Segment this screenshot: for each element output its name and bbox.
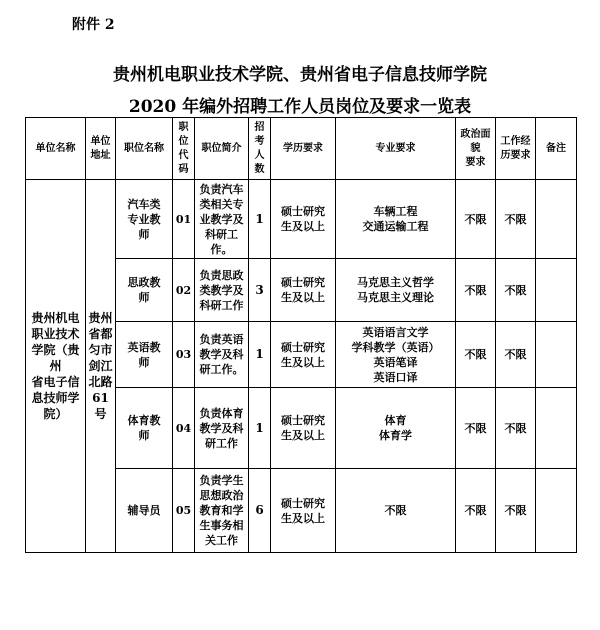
position-intro-cell: 负责英语 教学及科 研工作。 (195, 322, 249, 388)
major-cell: 马克思主义哲学 马克思主义理论 (336, 259, 456, 322)
positions-table (25, 117, 577, 553)
header-experience: 工作经 历要求 (496, 118, 536, 180)
experience-cell: 不限 (496, 388, 536, 469)
unit-address-cell: 贵州 省都 匀市 剑江 北路 61 号 (86, 180, 116, 553)
political-cell: 不限 (456, 322, 496, 388)
position-name-cell: 体育教 师 (116, 388, 173, 469)
position-code-cell: 01 (173, 180, 195, 259)
position-intro-cell: 负责汽车 类相关专 业教学及 科研工 作。 (195, 180, 249, 259)
position-code-cell: 02 (173, 259, 195, 322)
headcount-cell: 3 (249, 259, 271, 322)
major-cell: 英语语言文学 学科教学（英语） 英语笔译 英语口译 (336, 322, 456, 388)
headcount-cell: 1 (249, 322, 271, 388)
political-cell: 不限 (456, 259, 496, 322)
major-cell: 体育 体育学 (336, 388, 456, 469)
headcount-cell: 6 (249, 469, 271, 553)
experience-cell: 不限 (496, 322, 536, 388)
education-cell: 硕士研究 生及以上 (271, 388, 336, 469)
education-cell: 硕士研究 生及以上 (271, 180, 336, 259)
header-unit-address: 单位 地址 (86, 118, 116, 180)
position-intro-cell: 负责学生 思想政治 教育和学 生事务相 关工作 (195, 469, 249, 553)
political-cell: 不限 (456, 469, 496, 553)
education-cell: 硕士研究 生及以上 (271, 469, 336, 553)
position-name-cell: 汽车类 专业教 师 (116, 180, 173, 259)
header-major: 专业要求 (336, 118, 456, 180)
remarks-cell (536, 259, 577, 322)
political-cell: 不限 (456, 388, 496, 469)
document-title-line1: 贵州机电职业技术学院、贵州省电子信息技师学院 (113, 65, 487, 85)
remarks-cell (536, 388, 577, 469)
headcount-cell: 1 (249, 388, 271, 469)
header-headcount: 招考 人数 (249, 118, 271, 180)
position-name-cell: 辅导员 (116, 469, 173, 553)
header-position-name: 职位名称 (116, 118, 173, 180)
header-row (26, 118, 577, 180)
position-code-cell: 03 (173, 322, 195, 388)
remarks-cell (536, 322, 577, 388)
major-cell: 不限 (336, 469, 456, 553)
header-position-intro: 职位简介 (195, 118, 249, 180)
remarks-cell (536, 469, 577, 553)
document-title-line2: 2020 年编外招聘工作人员岗位及要求一览表 (128, 97, 472, 117)
header-education: 学历要求 (271, 118, 336, 180)
major-cell: 车辆工程 交通运输工程 (336, 180, 456, 259)
headcount-cell: 1 (249, 180, 271, 259)
position-name-cell: 思政教 师 (116, 259, 173, 322)
table-row (26, 180, 577, 259)
position-intro-cell: 负责体育 教学及科 研工作 (195, 388, 249, 469)
position-intro-cell: 负责思政 类教学及 科研工作 (195, 259, 249, 322)
attachment-label: 附件 2 (72, 17, 115, 33)
experience-cell: 不限 (496, 469, 536, 553)
position-code-cell: 04 (173, 388, 195, 469)
experience-cell: 不限 (496, 259, 536, 322)
position-code-cell: 05 (173, 469, 195, 553)
unit-name-cell: 贵州机电 职业技术 学院（贵州 省电子信 息技师学 院） (26, 180, 86, 553)
header-political: 政治面貌 要求 (456, 118, 496, 180)
header-unit-name: 单位名称 (26, 118, 86, 180)
header-remarks: 备注 (536, 118, 577, 180)
position-name-cell: 英语教 师 (116, 322, 173, 388)
education-cell: 硕士研究 生及以上 (271, 259, 336, 322)
experience-cell: 不限 (496, 180, 536, 259)
education-cell: 硕士研究 生及以上 (271, 322, 336, 388)
header-position-code: 职位 代码 (173, 118, 195, 180)
remarks-cell (536, 180, 577, 259)
political-cell: 不限 (456, 180, 496, 259)
